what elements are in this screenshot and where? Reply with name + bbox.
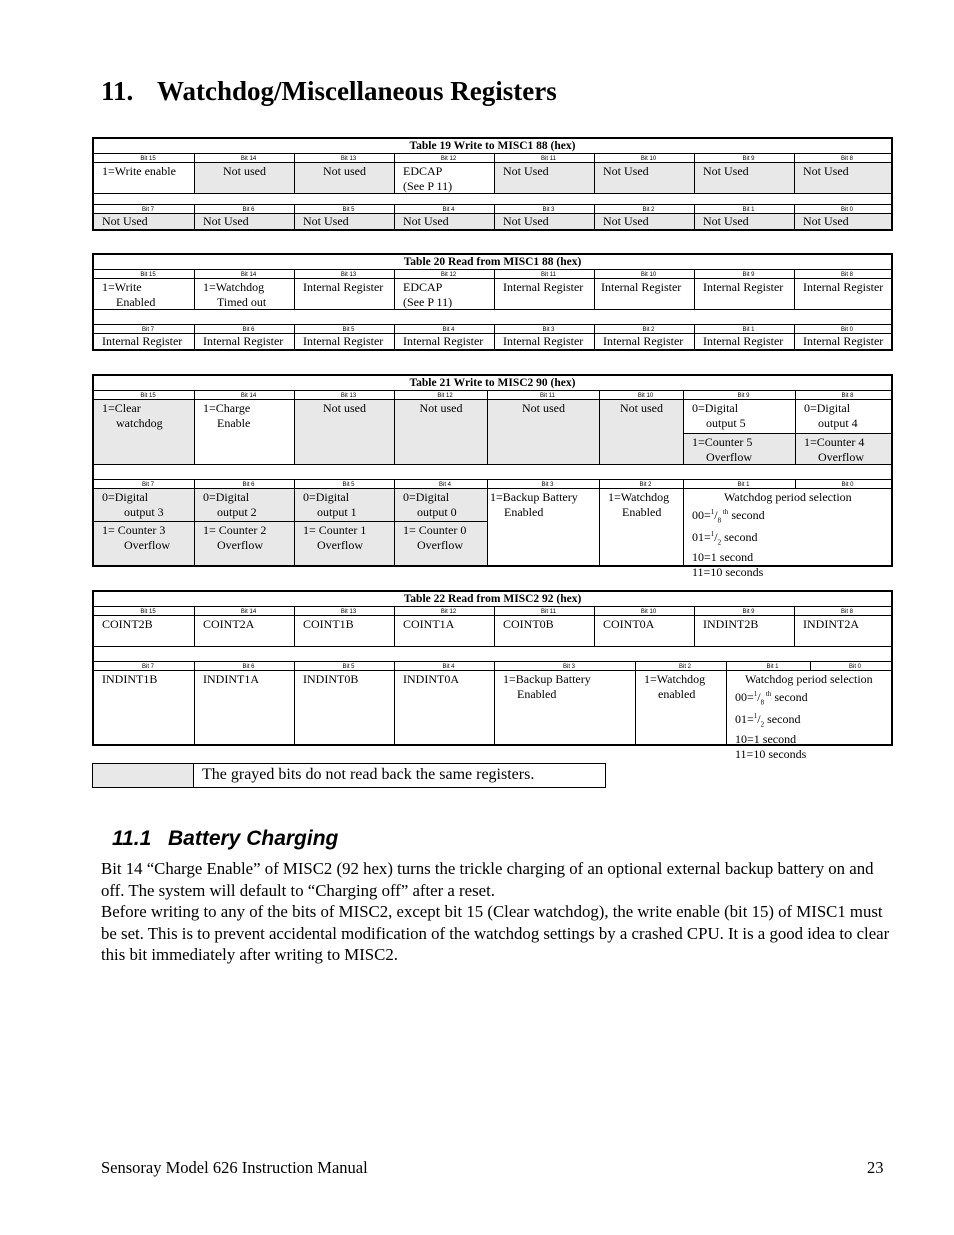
cell-line: Watchdog period selection: [724, 490, 852, 504]
table-caption: Table 22 Read from MISC2 92 (hex): [94, 592, 891, 607]
bit-header-row: [94, 270, 891, 279]
row-divider: [94, 464, 891, 480]
bit-header-row: [94, 205, 891, 214]
cell: Not Used: [494, 163, 594, 193]
cell-line: output 3: [124, 504, 164, 519]
bit-label: Bit 8: [794, 607, 891, 615]
cell-line: Enabled: [504, 504, 544, 519]
text: 8: [760, 697, 765, 706]
cell-line: Overflow: [317, 537, 363, 552]
cell: COINT2A: [194, 616, 294, 646]
bit-label: Bit 4: [394, 662, 494, 670]
text: 1: [753, 689, 758, 698]
sub-cell: [94, 489, 194, 522]
cell-line: 1=Watchdog: [203, 280, 265, 294]
cell: INDINT0B: [294, 671, 394, 744]
sub-cell: [796, 400, 891, 434]
value-row: [94, 616, 891, 646]
cell-line: 1=Backup Battery: [503, 672, 591, 686]
cell: Not used: [599, 400, 683, 464]
cell-line: Timed out: [217, 294, 267, 309]
cell-line: watchdog: [116, 415, 163, 430]
text: 00=: [692, 507, 711, 522]
cell: [494, 671, 635, 744]
bit-label: Bit 13: [294, 391, 394, 399]
bit-label: Bit 12: [394, 154, 494, 162]
bit-label: Bit 15: [140, 609, 156, 615]
cell-line: output 1: [317, 504, 357, 519]
bit-label: Bit 10: [594, 154, 694, 162]
text: second: [764, 712, 801, 727]
section-number: 11.1: [112, 827, 152, 850]
bit-label: Bit 3: [487, 480, 599, 488]
bit-label: Bit 12: [394, 607, 494, 615]
cell: [194, 400, 294, 464]
cell-line: 1=Clear: [102, 401, 141, 415]
paragraph: Before writing to any of the bits of MISC2, except bit 15 (Clear watchdog), the write enable (bit 15) of MISC1 must be set. This is to prevent accidental modification of the watchdog settings by a crashed CPU. It is a good idea to clear this bit immediately after writing to MISC2.: [101, 902, 890, 964]
value-row: [94, 400, 891, 464]
bit-label: Bit 10: [599, 391, 683, 399]
bit-label: Bit 6: [194, 205, 294, 213]
sub-cell: [684, 400, 795, 434]
bit-label: Bit 5: [294, 205, 394, 213]
bit-label: Bit 12: [394, 270, 494, 278]
cell-line: (See P 11): [403, 178, 453, 193]
text: 8: [717, 515, 722, 524]
sub-cell: [395, 522, 487, 565]
text: second: [771, 689, 808, 704]
cell-line: Enabled: [622, 504, 662, 519]
cell: Internal Register: [394, 334, 494, 349]
cell: COINT0B: [494, 616, 594, 646]
sub-cell: [195, 489, 294, 522]
cell-line: $01=^1/_2$ second: [735, 712, 801, 729]
table-19: [92, 137, 893, 231]
cell-line: Overflow: [818, 449, 864, 464]
bit-label: Bit 8: [794, 270, 891, 278]
cell: INDINT2B: [694, 616, 794, 646]
row-divider: [94, 309, 891, 325]
bit-header-row: [94, 325, 891, 334]
text: 2: [760, 720, 765, 729]
text: 1: [753, 712, 758, 721]
bit-label: Bit 13: [294, 154, 394, 162]
bit-label: Bit 11: [487, 391, 599, 399]
text: 1: [710, 530, 715, 539]
text: 00=: [735, 689, 754, 704]
bit-label: Bit 15: [140, 156, 156, 162]
cell: Not used: [487, 400, 599, 464]
bit-label: Bit 13: [294, 270, 394, 278]
cell-line: 1=Backup Battery: [490, 490, 578, 504]
bit-label: Bit 0: [795, 480, 891, 488]
value-row: [94, 163, 891, 193]
cell: Internal Register: [794, 279, 891, 309]
sub-cell: [195, 522, 294, 565]
bit-header-row: [94, 480, 891, 489]
cell: COINT0A: [594, 616, 694, 646]
cell-line: 10=1 second: [692, 550, 754, 565]
cell-line: output 5: [706, 415, 746, 430]
cell: Not Used: [194, 214, 294, 229]
cell: [94, 489, 194, 565]
cell-line: 0=Digital: [804, 401, 851, 415]
cell-line: Watchdog period selection: [745, 672, 873, 686]
bit-label: Bit 9: [694, 607, 794, 615]
page-number: 23: [867, 1158, 884, 1177]
cell: Not Used: [794, 214, 891, 229]
bit-label: Bit 11: [494, 154, 594, 162]
cell: [599, 489, 683, 565]
section-heading: [112, 827, 338, 851]
cell: Not used: [394, 400, 487, 464]
cell-line: EDCAP: [403, 164, 443, 178]
gray-swatch: [93, 764, 194, 787]
cell: [683, 489, 891, 579]
table-21: [92, 374, 893, 579]
cell-line: Enabled: [517, 686, 557, 701]
bit-header-row: [94, 607, 891, 616]
bit-label: Bit 8: [795, 391, 891, 399]
bit-label: Bit 9: [694, 154, 794, 162]
bit-header-row: [94, 662, 891, 671]
cell-line: output 2: [217, 504, 257, 519]
table-caption: Table 20 Read from MISC1 88 (hex): [94, 255, 891, 270]
bit-label: Bit 2: [594, 205, 694, 213]
cell: [294, 489, 394, 565]
cell: [487, 489, 599, 565]
bit-label: Bit 6: [194, 325, 294, 333]
bit-label: Bit 12: [394, 391, 487, 399]
cell: Internal Register: [294, 279, 394, 309]
bit-label: Bit 15: [140, 393, 156, 399]
cell-line: Overflow: [417, 537, 463, 552]
bit-header-row: [94, 154, 891, 163]
cell: Not used: [194, 163, 294, 193]
cell: Internal Register: [794, 334, 891, 349]
sub-cell: [295, 522, 394, 565]
cell: Internal Register: [194, 334, 294, 349]
cell: Not used: [294, 163, 394, 193]
cell: Not Used: [94, 214, 194, 229]
cell: Internal Register: [694, 279, 794, 309]
bit-label: Bit 14: [194, 270, 294, 278]
value-row: [94, 489, 891, 579]
cell: COINT1B: [294, 616, 394, 646]
cell: [94, 279, 194, 309]
bit-label: Bit 15: [140, 272, 156, 278]
cell-line: Enable: [217, 415, 251, 430]
bit-header-row: [94, 391, 891, 400]
bit-label: Bit 11: [494, 270, 594, 278]
cell-line: 0=Digital: [692, 401, 739, 415]
bit-label: Bit 5: [294, 662, 394, 670]
cell-line: EDCAP: [403, 280, 443, 294]
text: second: [721, 530, 758, 545]
cell-line: 0=Digital: [102, 490, 149, 504]
section-title: Battery Charging: [168, 827, 339, 850]
gray-legend: [92, 763, 606, 788]
cell-line: Enabled: [116, 294, 156, 309]
text: second: [728, 507, 765, 522]
cell: [194, 279, 294, 309]
bit-label: Bit 8: [794, 154, 891, 162]
bit-label: Bit 1: [683, 480, 795, 488]
cell: Internal Register: [494, 334, 594, 349]
footer-title: Sensoray Model 626 Instruction Manual: [101, 1158, 368, 1177]
cell: INDINT2A: [794, 616, 891, 646]
bit-label: Bit 7: [141, 482, 154, 488]
bit-label: Bit 10: [594, 607, 694, 615]
cell-line: 1=Counter 5: [692, 435, 753, 449]
bit-label: Bit 5: [294, 480, 394, 488]
cell-line: Overflow: [217, 537, 263, 552]
cell: Internal Register: [102, 334, 183, 348]
sub-cell: [684, 434, 795, 464]
bit-label: Bit 5: [294, 325, 394, 333]
bit-label: Bit 2: [635, 662, 726, 670]
cell-line: 1=Charge: [203, 401, 251, 415]
cell-line: 1= Counter 0: [403, 523, 467, 537]
bit-label: Bit 11: [494, 607, 594, 615]
cell: [394, 163, 494, 193]
cell: [726, 671, 891, 761]
value-row: [94, 214, 891, 229]
bit-label: Bit 14: [194, 391, 294, 399]
page-title: [101, 76, 557, 107]
cell: Internal Register: [594, 279, 694, 309]
cell: Not Used: [594, 214, 694, 229]
sub-cell: [395, 489, 487, 522]
cell: COINT2B: [102, 617, 153, 631]
value-row: [94, 279, 891, 309]
cell: Not Used: [694, 214, 794, 229]
cell: [94, 400, 194, 464]
bit-label: Bit 2: [594, 325, 694, 333]
cell: INDINT1B: [102, 672, 158, 686]
row-divider: [94, 646, 891, 662]
text: 2: [717, 538, 722, 547]
cell-line: 1=Watchdog: [644, 672, 706, 686]
bit-label: Bit 4: [394, 325, 494, 333]
bit-label: Bit 1: [726, 662, 810, 670]
cell-line: output 4: [818, 415, 858, 430]
cell-line: 1=Write: [102, 280, 142, 294]
bit-label: Bit 3: [494, 205, 594, 213]
cell-line: 1= Counter 1: [303, 523, 367, 537]
cell: Not Used: [794, 163, 891, 193]
cell: COINT1A: [394, 616, 494, 646]
bit-label: Bit 4: [394, 480, 487, 488]
cell-line: enabled: [658, 686, 696, 701]
paragraph: Bit 14 “Charge Enable” of MISC2 (92 hex) turns the trickle charging of an optional external backup battery on and off. The system will default to “Charging off” after a reset.: [101, 859, 874, 900]
cell-line: $01=^1/_2$ second: [692, 530, 758, 547]
cell: Not Used: [694, 163, 794, 193]
heading-number: 11.: [101, 76, 134, 106]
bit-label: Bit 10: [594, 270, 694, 278]
bit-label: Bit 13: [294, 607, 394, 615]
cell-line: 11=10 seconds: [735, 746, 807, 761]
bit-label: Bit 7: [141, 207, 154, 213]
cell: [394, 489, 487, 565]
cell-line: Overflow: [124, 537, 170, 552]
bit-label: Bit 4: [394, 205, 494, 213]
cell: [194, 489, 294, 565]
cell-line: 1=Watchdog: [608, 490, 670, 504]
bit-label: Bit 9: [694, 270, 794, 278]
cell: Not Used: [494, 214, 594, 229]
value-row: [94, 671, 891, 761]
cell: Internal Register: [694, 334, 794, 349]
bit-label: Bit 9: [683, 391, 795, 399]
bit-label: Bit 6: [194, 480, 294, 488]
cell: INDINT1A: [194, 671, 294, 744]
cell: Not used: [294, 400, 394, 464]
sub-cell: [94, 522, 194, 565]
heading-text: Watchdog/Miscellaneous Registers: [157, 76, 557, 106]
bit-label: Bit 7: [141, 664, 154, 670]
bit-label: Bit 3: [494, 325, 594, 333]
bit-label: Bit 6: [194, 662, 294, 670]
cell: 1=Write enable: [102, 164, 176, 178]
bit-label: Bit 1: [694, 205, 794, 213]
cell: Not Used: [594, 163, 694, 193]
sub-cell: [796, 434, 891, 464]
text: 01=: [735, 712, 754, 727]
bit-label: Bit 0: [810, 662, 891, 670]
bit-label: Bit 14: [194, 607, 294, 615]
cell-line: 0=Digital: [203, 490, 250, 504]
cell-line: 11=10 seconds: [692, 564, 764, 579]
table-22: [92, 590, 893, 761]
value-row: [94, 334, 891, 349]
bit-label: Bit 3: [494, 662, 635, 670]
table-20: [92, 253, 893, 351]
cell: [394, 279, 494, 309]
cell: Not Used: [394, 214, 494, 229]
text: 01=: [692, 530, 711, 545]
cell: Internal Register: [494, 279, 594, 309]
bit-label: Bit 2: [599, 480, 683, 488]
cell-line: Overflow: [706, 449, 752, 464]
bit-label: Bit 1: [694, 325, 794, 333]
cell-line: 10=1 second: [735, 732, 797, 747]
table-caption: Table 19 Write to MISC1 88 (hex): [94, 139, 891, 154]
cell: INDINT0A: [394, 671, 494, 744]
cell: [635, 671, 726, 744]
cell-line: $00=^1/_8$ $^{th}$ second: [692, 507, 765, 524]
legend-text: The grayed bits do not read back the same registers.: [202, 766, 535, 783]
cell-line: 1=Counter 4: [804, 435, 865, 449]
cell-line: output 0: [417, 504, 457, 519]
cell-line: 1= Counter 2: [203, 523, 267, 537]
cell-line: $00=^1/_8$ $^{th}$ second: [735, 689, 808, 706]
cell-line: 1= Counter 3: [102, 523, 166, 537]
text: th: [721, 507, 729, 516]
text: 1: [710, 507, 715, 516]
bit-label: Bit 0: [794, 325, 891, 333]
table-caption: Table 21 Write to MISC2 90 (hex): [94, 376, 891, 391]
cell-line: (See P 11): [403, 294, 453, 309]
text: th: [764, 689, 772, 698]
row-divider: [94, 193, 891, 205]
cell: [795, 400, 891, 464]
cell: Internal Register: [594, 334, 694, 349]
cell: Internal Register: [294, 334, 394, 349]
bit-label: Bit 7: [141, 327, 154, 333]
bit-label: Bit 14: [194, 154, 294, 162]
bit-label: Bit 0: [794, 205, 891, 213]
cell-line: 0=Digital: [403, 490, 450, 504]
cell: [683, 400, 795, 464]
cell: Not Used: [294, 214, 394, 229]
cell-line: 0=Digital: [303, 490, 350, 504]
sub-cell: [295, 489, 394, 522]
